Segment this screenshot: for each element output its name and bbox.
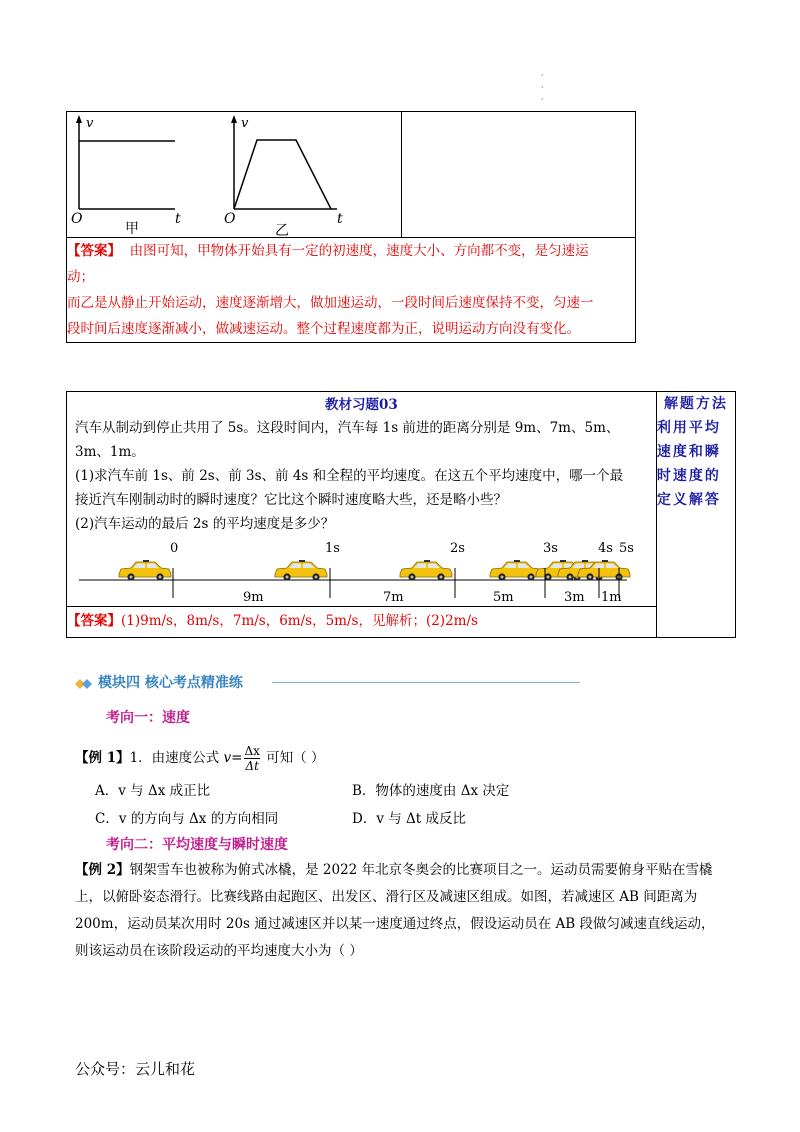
graph-jia-t-label: t bbox=[175, 211, 181, 227]
ex2-tag: 【例 2】 bbox=[75, 862, 130, 878]
ex1-option-c[interactable]: C．v 的方向与 Δx 的方向相同 bbox=[95, 811, 279, 827]
answer1-text1: 由图可知，甲物体开始具有一定的初速度，速度大小、方向都不变，是匀速运 bbox=[129, 243, 589, 259]
ex1-var-v: v bbox=[223, 750, 232, 766]
ex1-eq: = bbox=[231, 750, 243, 766]
answer1-line4: 段时间后速度逐渐减小，做减速运动。整个过程速度都为正，说明运动方向没有变化。 bbox=[67, 321, 580, 337]
ex1-option-b[interactable]: B．物体的速度由 Δx 决定 bbox=[352, 783, 510, 799]
exercise-side-cell bbox=[656, 392, 735, 638]
distance-label-7m: 7m bbox=[383, 590, 404, 605]
car-icon bbox=[490, 560, 542, 581]
exercise-text4: 接近汽车刚制动时的瞬时速度？它比这个瞬时速度略大些，还是略小些？ bbox=[75, 492, 507, 508]
ex1-stem-pre: 1．由速度公式 bbox=[129, 750, 224, 766]
time-label-5s: 5s bbox=[619, 541, 634, 556]
distance-label-5m: 5m bbox=[493, 590, 514, 605]
time-label-0: 0 bbox=[170, 541, 179, 556]
time-label-2s: 2s bbox=[450, 541, 465, 556]
ex1-stem bbox=[75, 744, 324, 773]
time-label-4s: 4s bbox=[598, 541, 613, 556]
exercise-text3: (1)求汽车前 1s、前 2s、前 3s、前 4s 和全程的平均速度。在这五个平均速度中，哪一个最 bbox=[75, 468, 624, 484]
answer1-line1 bbox=[67, 238, 635, 264]
graph-yi bbox=[224, 115, 343, 237]
graph-jia-v-label: v bbox=[86, 116, 94, 131]
graph-yi-v-arrow bbox=[231, 115, 237, 123]
exercise-answer-cell bbox=[67, 607, 657, 638]
module-divider bbox=[272, 682, 580, 683]
exercise-text5: (2)汽车运动的最后 2s 的平均速度是多少？ bbox=[75, 516, 335, 532]
ex2-text1: 钢架雪车也被称为俯式冰橇，是 2022 年北京冬奥会的比赛项目之一。运动员需要俯身平贴在雪橇 bbox=[129, 862, 713, 878]
time-label-1s: 1s bbox=[325, 541, 340, 556]
car-motion-diagram bbox=[75, 538, 635, 606]
side-text: 利用平均速度和瞬时速度的定义解答 bbox=[656, 420, 721, 508]
ex2-line3: 200m，运动员某次用时 20s 通过减速区并以某一速度通过终点，假设运动员在 AB 段做匀减速直线运动， bbox=[75, 916, 715, 932]
empty-cell bbox=[402, 112, 636, 238]
diamond-icon bbox=[75, 678, 93, 690]
ex2-line1 bbox=[75, 857, 735, 884]
time-label-3s: 3s bbox=[543, 541, 558, 556]
exercise-main-cell bbox=[67, 392, 657, 607]
graph-jia-v-arrow bbox=[76, 115, 82, 123]
distance-label-1m: 1m bbox=[601, 590, 622, 605]
module-icon bbox=[75, 675, 93, 694]
ex1-option-d[interactable]: D．v 与 Δt 成反比 bbox=[352, 811, 466, 827]
ex1-fraction bbox=[244, 744, 259, 773]
car-icon bbox=[119, 560, 171, 581]
ex1-option-a[interactable]: A．v 与 Δx 成正比 bbox=[95, 783, 211, 799]
answer1-line3: 而乙是从静止开始运动，速度逐渐增大，做加速运动，一段时间后速度保持不变，匀速一 bbox=[67, 295, 594, 311]
graph-yi-t-label: t bbox=[337, 211, 343, 227]
answer1-tag: 【答案】 bbox=[67, 243, 121, 259]
ex1-tag: 【例 1】 bbox=[75, 750, 130, 766]
graph-yi-label: 乙 bbox=[275, 223, 289, 237]
ex2-line2: 上，以俯卧姿态滑行。比赛线路由起跑区、出发区、滑行区及减速区组成。如图，若减速区 AB 间距离为 bbox=[75, 889, 698, 905]
graph-yi-origin: O bbox=[224, 211, 236, 227]
side-title: 解题方法 bbox=[663, 396, 728, 412]
cars-group bbox=[119, 560, 630, 581]
exercise-answer-text: (1)9m/s，8m/s，7m/s，6m/s，5m/s，见解析；(2)2m/s bbox=[121, 613, 478, 629]
exercise-text1: 汽车从制动到停止共用了 5s。这段时间内，汽车每 1s 前进的距离分别是 9m、7m、5m、 bbox=[75, 420, 620, 436]
ex1-stem-post: 可知（ ） bbox=[261, 750, 325, 766]
graphs-cell bbox=[67, 112, 402, 238]
ex2-text bbox=[75, 857, 735, 965]
graph-yi-v-label: v bbox=[241, 116, 249, 131]
graph-jia-origin: O bbox=[71, 211, 83, 227]
exercise-text2: 3m、1m。 bbox=[75, 444, 145, 460]
answer1-cell bbox=[67, 238, 636, 343]
decorative-dots: · · · bbox=[541, 71, 544, 104]
footer-text: 公众号：云儿和花 bbox=[75, 1060, 196, 1078]
graph-jia bbox=[71, 115, 181, 237]
graph-answer-table bbox=[66, 111, 636, 343]
ex1-denominator: Δt bbox=[245, 759, 259, 773]
exercise-title: 教材习题03 bbox=[325, 397, 398, 413]
velocity-time-graphs bbox=[67, 112, 401, 237]
section1-title: 考向一：速度 bbox=[106, 710, 190, 726]
graph-yi-line bbox=[234, 140, 331, 209]
car-icon bbox=[275, 560, 327, 581]
distance-label-9m: 9m bbox=[243, 590, 264, 605]
answer1-line2: 动； bbox=[67, 269, 94, 285]
section2-title: 考向二：平均速度与瞬时速度 bbox=[106, 837, 288, 853]
graph-jia-label: 甲 bbox=[125, 221, 139, 237]
car-icon bbox=[400, 560, 452, 581]
exercise-table bbox=[66, 391, 736, 638]
distance-label-3m: 3m bbox=[564, 590, 585, 605]
module-title: 模块四 核心考点精准练 bbox=[98, 675, 243, 691]
exercise-answer-tag: 【答案】 bbox=[67, 613, 121, 629]
ex1-numerator: Δx bbox=[244, 744, 260, 758]
ex2-line4: 则该运动员在该阶段运动的平均速度大小为（ ） bbox=[75, 943, 363, 959]
